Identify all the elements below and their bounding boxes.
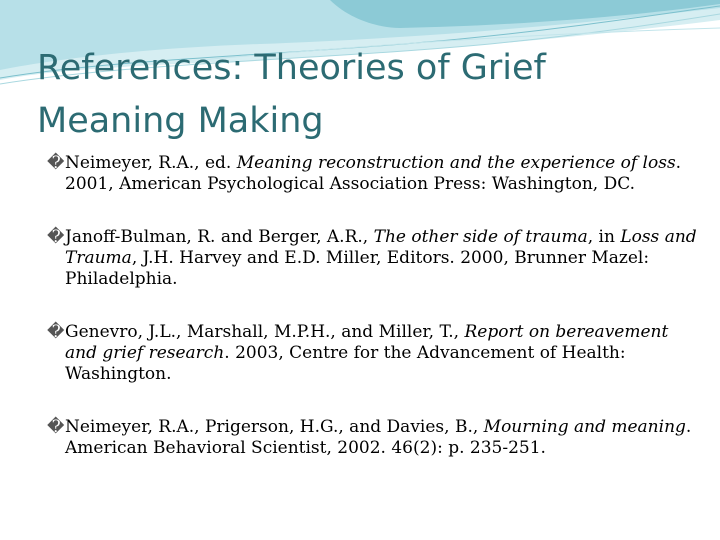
reference-authors: Janoff-Bulman, R. and Berger, A.R.,	[65, 227, 374, 247]
slide-title	[37, 42, 697, 148]
reference-item-2	[47, 227, 697, 290]
bullet-icon: �	[47, 322, 65, 342]
reference-publication: . 2001, American Psychological Association Press: Washington, DC.	[65, 153, 682, 194]
reference-title: Mourning and meaning	[483, 417, 686, 437]
reference-item-3	[47, 322, 697, 385]
bullet-icon: �	[47, 227, 65, 247]
reference-publication: , J.H. Harvey and E.D. Miller, Editors. 2000, Brunner Mazel: Philadelphia.	[65, 248, 650, 289]
reference-item-4	[47, 417, 697, 459]
reference-authors: Neimeyer, R.A., Prigerson, H.G., and Davies, B.,	[65, 417, 484, 437]
title-line-1: References: Theories of Grief	[37, 48, 546, 88]
reference-authors: Genevro, J.L., Marshall, M.P.H., and Miller, T.,	[65, 322, 465, 342]
title-line-2: Meaning Making	[37, 101, 324, 141]
bullet-icon: �	[47, 153, 65, 173]
reference-authors: Neimeyer, R.A., ed.	[65, 153, 237, 173]
reference-title: Report on bereavement and grief research	[65, 322, 669, 363]
reference-publication: . American Behavioral Scientist, 2002. 46(2): p. 235-251.	[65, 417, 692, 458]
reference-book-title: Loss and Trauma	[65, 227, 697, 268]
reference-title: The other side of trauma	[373, 227, 588, 247]
reference-list	[47, 153, 697, 491]
reference-title: Meaning reconstruction and the experience of loss	[236, 153, 676, 173]
reference-publication: . 2003, Centre for the Advancement of Health: Washington.	[65, 343, 626, 384]
bullet-icon: �	[47, 417, 65, 437]
reference-item-1	[47, 153, 697, 195]
reference-connector: , in	[587, 227, 621, 247]
